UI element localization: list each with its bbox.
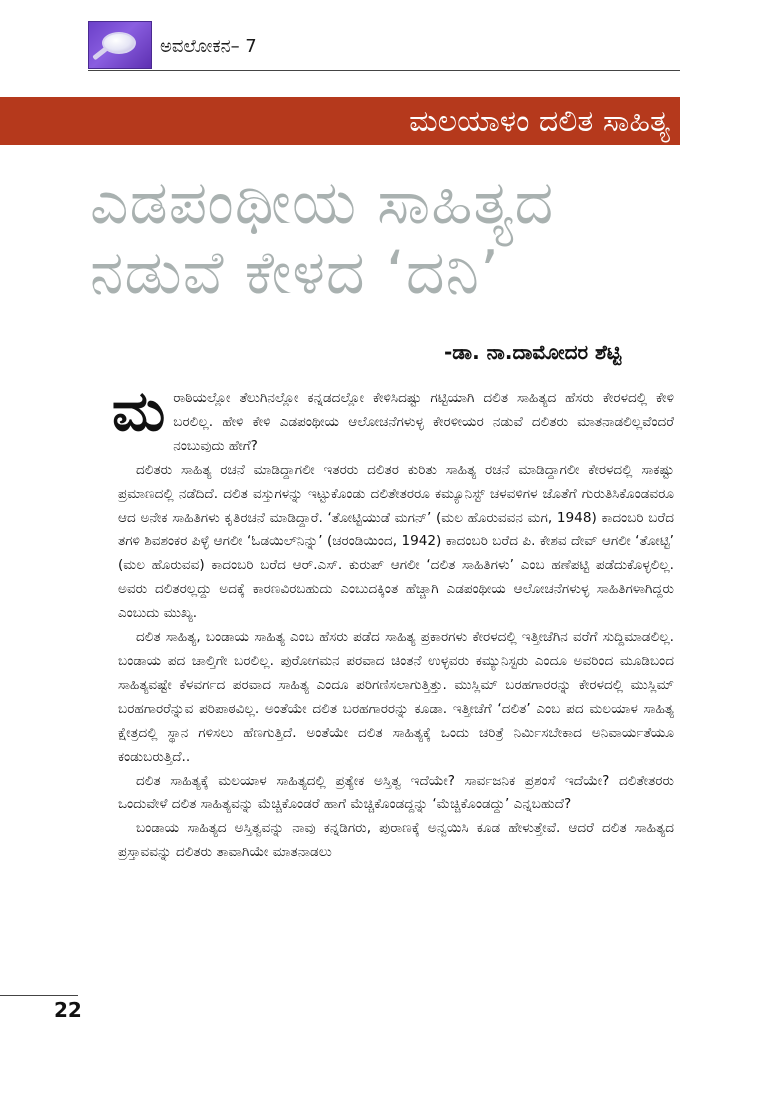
magnifier-handle [92,47,108,61]
header-rule [88,70,680,71]
page-number: 22 [54,998,82,1022]
series-label: ಅವಲೋಕನ– 7 [160,36,257,57]
magnifier-icon [88,21,152,69]
section-banner-text: ಮಲಯಾಳಂ ದಲಿತ ಸಾಹಿತ್ಯ [409,104,670,139]
article-title [90,168,710,308]
drop-cap: ಮ [112,379,166,444]
paragraph [112,379,674,459]
paragraph: ದಲಿತ ಸಾಹಿತ್ಯ, ಬಂಡಾಯ ಸಾಹಿತ್ಯ ಎಂಬ ಹೆಸರು ಪಡೆದ ಸಾಹಿತ್ಯ ಪ್ರಕಾರಗಳು ಕೇರಳದಲ್ಲಿ ಇತ್ತೀಚೆಗಿನ ವರೆಗೆ ಸುದ್ದಿಮಾಡಲಿಲ್ಲ. ಬಂಡಾಯ ಪದ ಚಾಲ್ತಿಗೇ ಬರಲಿಲ್ಲ. ಪುರೋಗಮನ ಪರವಾದ ಚಿಂತನೆ ಉಳ್ಳವರು ಕಮ್ಯುನಿಸ್ಟರು ಎಂದೂ ಅವರಿಂದ ಮೂಡಿಬಂದ ಸಾಹಿತ್ಯವಷ್ಟೇ ಕೆಳವರ್ಗದ ಪರವಾದ ಸಾಹಿತ್ಯ ಎಂದೂ ಪರಿಗಣಿಸಲಾಗುತ್ತಿತ್ತು. ಮುಸ್ಲಿಮ್ ಬರಹಗಾರರನ್ನು ಕೇರಳದಲ್ಲಿ ಮುಸ್ಲಿಮ್ ಬರಹಗಾರರೆನ್ನುವ ಪರಿಪಾಠವಿಲ್ಲ. ಅಂತೆಯೇ ದಲಿತ ಬರಹಗಾರರನ್ನು ಕೂಡಾ. ಇತ್ತೀಚೆಗೆ ‘ದಲಿತ’ ಎಂಬ ಪದ ಮಲಯಾಳ ಸಾಹಿತ್ಯ ಕ್ಷೇತ್ರದಲ್ಲಿ ಸ್ಥಾನ ಗಳಿಸಲು ಹೆಣಗುತ್ತಿದೆ. ಅಂತೆಯೇ ದಲಿತ ಸಾಹಿತ್ಯಕ್ಕೆ ಒಂದು ಚರಿತ್ರೆ ನಿರ್ಮಿಸಬೇಕಾದ ಅನಿವಾರ್ಯತೆಯೂ ಕಂಡುಬರುತ್ತಿದೆ.. [118,629,674,765]
section-banner [0,97,680,145]
article-body [112,379,674,865]
title-line-2: ನಡುವೆ ಕೇಳದ ‘ದನಿ’ [90,238,501,308]
footer-rule [0,995,78,996]
author-byline: -ಡಾ. ನಾ.ದಾಮೋದರ ಶೆಟ್ಟಿ [444,340,622,364]
paragraph: ದಲಿತ ಸಾಹಿತ್ಯಕ್ಕೆ ಮಲಯಾಳ ಸಾಹಿತ್ಯದಲ್ಲಿ ಪ್ರತ್ಯೇಕ ಅಸ್ತಿತ್ವ ಇದೆಯೇ? ಸಾರ್ವಜನಿಕ ಪ್ರಶಂಸೆ ಇದೆಯೇ? ದಲಿತೇತರರು ಒಂದುವೇಳೆ ದಲಿತ ಸಾಹಿತ್ಯವನ್ನು ಮೆಚ್ಚಿಕೊಂಡರೆ ಹಾಗೆ ಮೆಚ್ಚಿಕೊಂಡದ್ದನ್ನು ‘ಮೆಚ್ಚಿಕೊಂಡದ್ದು’ ಎನ್ನಬಹುದೆ? [118,772,674,813]
paragraph: ಬಂಡಾಯ ಸಾಹಿತ್ಯದ ಅಸ್ತಿತ್ವವನ್ನು ನಾವು ಕನ್ನಡಿಗರು, ಪುರಾಣಕ್ಕೆ ಅನ್ವಯಿಸಿ ಕೂಡ ಹೇಳುತ್ತೇವೆ. ಆದರೆ ದಲಿತ ಸಾಹಿತ್ಯದ ಪ್ರಸ್ತಾವವನ್ನು ದಲಿತರು ತಾವಾಗಿಯೇ ಮಾತನಾಡಲು [118,820,674,861]
paragraph-text: ರಾಠಿಯಲ್ಲೋ ತೆಲುಗಿನಲ್ಲೋ ಕನ್ನಡದಲ್ಲೋ ಕೇಳಿಸಿದಷ್ಟು ಗಟ್ಟಿಯಾಗಿ ದಲಿತ ಸಾಹಿತ್ಯದ ಹೆಸರು ಕೇರಳದಲ್ಲಿ ಕೇಳಿ ಬರಲಿಲ್ಲ. ಹೇಳಿ ಕೇಳಿ ಎಡಪಂಥೀಯ ಆಲೋಚನೆಗಳುಳ್ಳ ಕೇರಳೀಯರ ನಡುವೆ ದಲಿತರು ಮಾತನಾಡಲಿಲ್ಲವೆಂದರೆ ನಂಬುವುದು ಹೇಗೆ? [173,390,674,454]
title-line-1: ಎಡಪಂಥೀಯ ಸಾಹಿತ್ಯದ [90,168,555,238]
paragraph: ದಲಿತರು ಸಾಹಿತ್ಯ ರಚನೆ ಮಾಡಿದ್ದಾಗಲೀ ಇತರರು ದಲಿತರ ಕುರಿತು ಸಾಹಿತ್ಯ ರಚನೆ ಮಾಡಿದ್ದಾಗಲೀ ಕೇರಳದಲ್ಲಿ ಸಾಕಷ್ಟು ಪ್ರಮಾಣದಲ್ಲಿ ನಡೆದಿದೆ. ದಲಿತ ವಸ್ತುಗಳನ್ನು ಇಟ್ಟುಕೊಂಡು ದಲಿತೇತರರೂ ಕಮ್ಯೂನಿಸ್ಟ್ ಚಳವಳಿಗಳ ಜೊತೆಗೆ ಗುರುತಿಸಿಕೊಂಡವರೂ ಆದ ಅನೇಕ ಸಾಹಿತಿಗಳು ಕೃತಿರಚನೆ ಮಾಡಿದ್ದಾರೆ. ‘ತೋಟ್ಟಿಯುಡೆ ಮಗನ್’ (ಮಲ ಹೊರುವವನ ಮಗ, 1948) ಕಾದಂಬರಿ ಬರೆದ ತಗಳಿ ಶಿವಶಂಕರ ಪಿಳ್ಳೆ ಆಗಲೀ ‘ಓಡಯಿಲ್‌ನಿನ್ನು’ (ಚರಂಡಿಯಿಂದ, 1942) ಕಾದಂಬರಿ ಬರೆದ ಪಿ. ಕೇಶವ ದೇವ್ ಆಗಲೀ ‘ತೋಟ್ಟಿ’ (ಮಲ ಹೊರುವವ) ಕಾದಂಬರಿ ಬರೆದ ಆರ್.ಎಸ್. ಕುರುಪ್ ಆಗಲೀ ‘ದಲಿತ ಸಾಹಿತಿಗಳು’ ಎಂಬ ಹಣೆಪಟ್ಟಿ ಪಡೆದುಕೊಳ್ಳಲಿಲ್ಲ. ಅವರು ದಲಿತರಲ್ಲದ್ದು ಅದಕ್ಕೆ ಕಾರಣವಿರಬಹುದು ಎಂಬುದಕ್ಕಿಂತ ಹೆಚ್ಚಾಗಿ ಎಡಪಂಥೀಯ ಆಲೋಚನೆಗಳುಳ್ಳ ಸಾಹಿತಿಗಳಾಗಿದ್ದರು ಎಂಬುದು ಮುಖ್ಯ. [118,461,674,622]
